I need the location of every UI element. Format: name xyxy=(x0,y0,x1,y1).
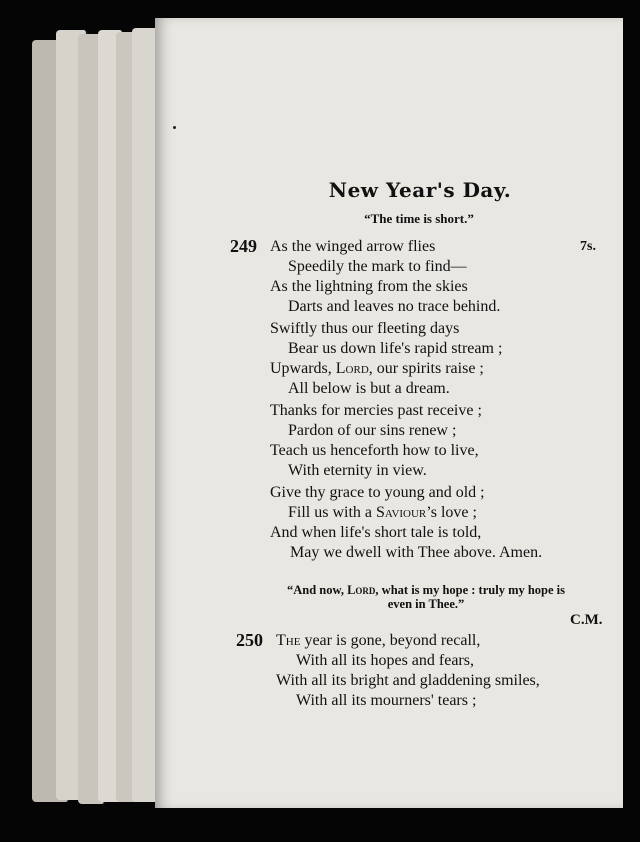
hymn-line: May we dwell with Thee above. Amen. xyxy=(290,544,543,561)
hymn-line: As the winged arrow flies xyxy=(270,238,436,255)
hymn-line: Speedily the mark to find— xyxy=(288,258,467,275)
ink-dot xyxy=(173,126,176,129)
scripture-quote: “And now, Lord, what is my hope : truly my hope is xyxy=(286,583,566,597)
hymn-line: And when life's short tale is told, xyxy=(270,524,482,541)
hymn-line: All below is but a dream. xyxy=(288,380,450,397)
hymn-line: Bear us down life's rapid stream ; xyxy=(288,340,503,357)
hymn-line: Fill us with a Saviour’s love ; xyxy=(288,504,477,521)
hymn-line: With all its bright and gladdening smiles, xyxy=(276,672,540,689)
hymn-line: With all its hopes and fears, xyxy=(296,652,474,669)
hymn-line: Swiftly thus our fleeting days xyxy=(270,320,460,337)
divine-name: Lord xyxy=(335,360,369,377)
hymn-line: Thanks for mercies past receive ; xyxy=(270,402,482,419)
hymn-line: Upwards, Lord, our spirits raise ; xyxy=(270,360,484,377)
divine-name: Saviour xyxy=(376,504,427,521)
hymn-line: Teach us henceforth how to live, xyxy=(270,442,479,459)
page-title: New Year's Day. xyxy=(328,178,512,202)
hymn-number: 249 xyxy=(230,236,257,256)
hymn-line: Pardon of our sins renew ; xyxy=(288,422,457,439)
hymn-line: The year is gone, beyond recall, xyxy=(276,632,481,649)
hymn-meter: C.M. xyxy=(570,612,603,628)
scripture-quote: even in Thee.” xyxy=(387,597,465,611)
hymn-line: Give thy grace to young and old ; xyxy=(270,484,485,501)
epigraph: “The time is short.” xyxy=(364,211,474,226)
hymn-line: Darts and leaves no trace behind. xyxy=(288,298,501,315)
hymn-line: With eternity in view. xyxy=(288,462,427,479)
hymn-meter: 7s. xyxy=(580,239,596,254)
hymn-number: 250 xyxy=(236,630,263,650)
hymn-line: With all its mourners' tears ; xyxy=(296,692,477,709)
hymn-line: As the lightning from the skies xyxy=(270,278,468,295)
